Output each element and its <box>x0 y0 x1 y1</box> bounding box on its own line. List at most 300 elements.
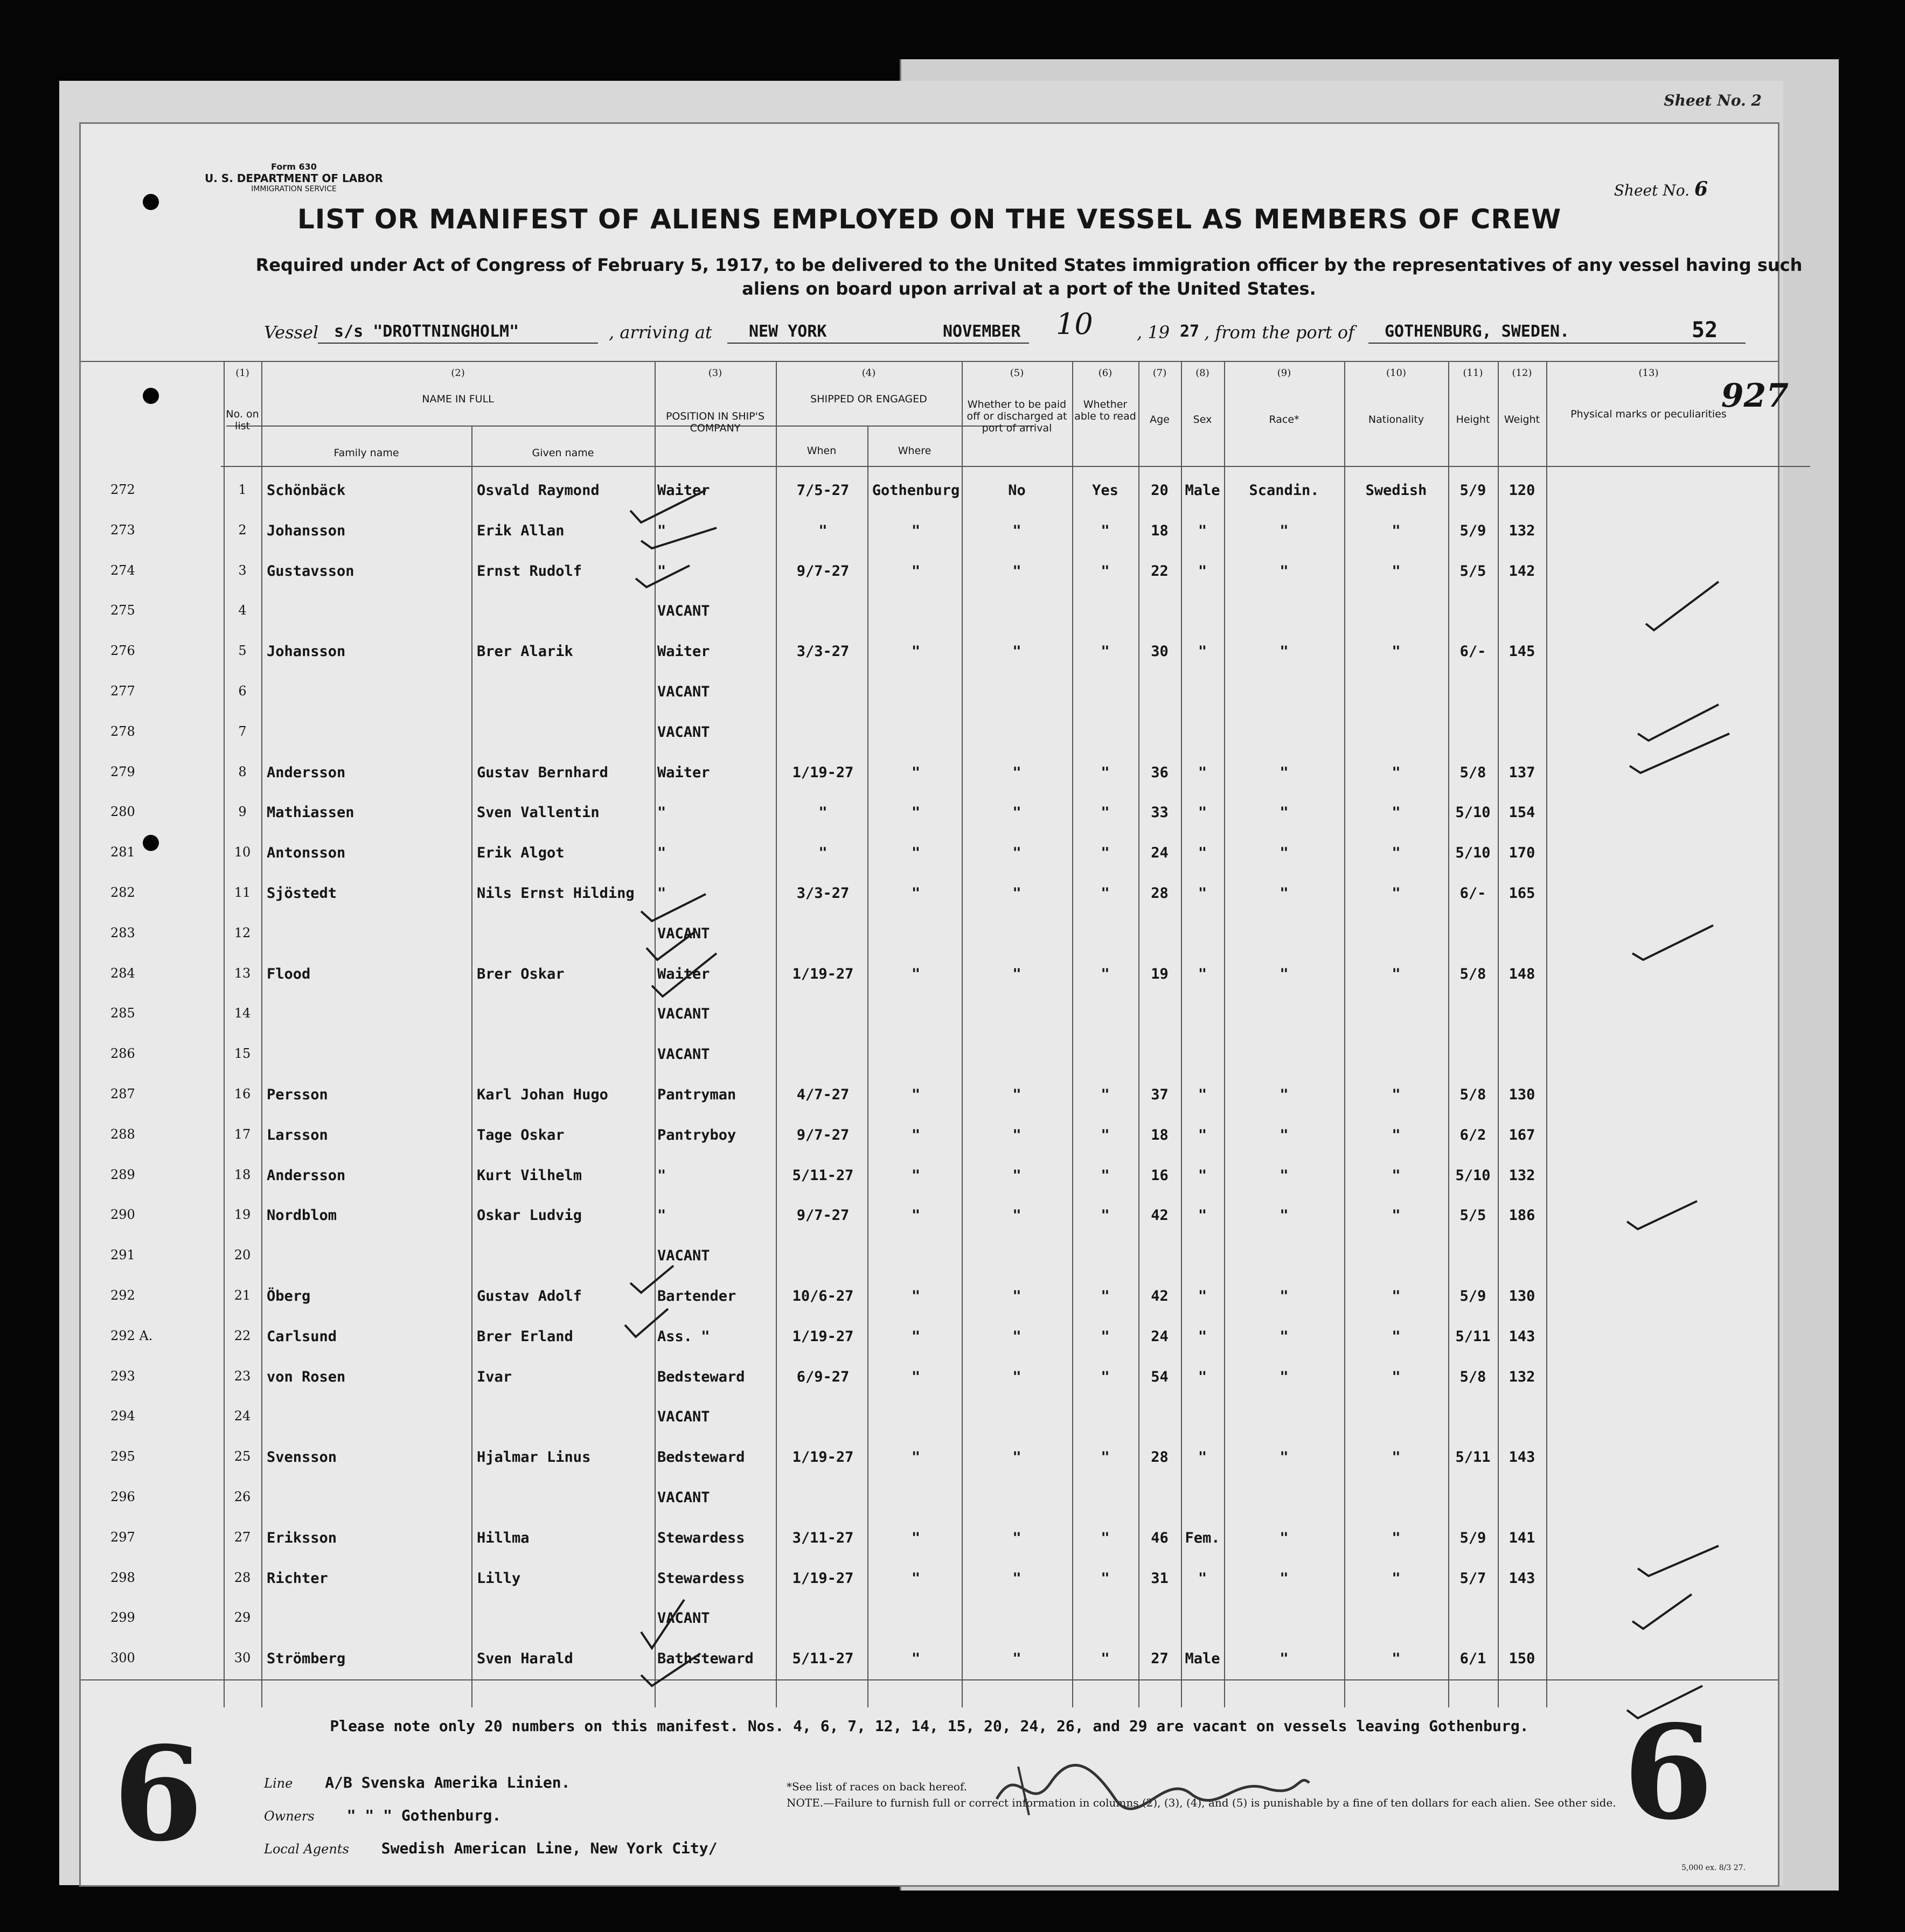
cell-list-no: 28 <box>234 1570 251 1585</box>
cell-shipped-when: 7/5-27 <box>796 482 850 499</box>
cell-position: " <box>657 1167 666 1184</box>
sheet-number <box>1614 178 1708 200</box>
cell-nationality: " <box>1392 764 1401 781</box>
cell-family-name: Antonsson <box>267 845 346 862</box>
cell-given-name: Brer Alarik <box>477 643 573 660</box>
cell-position: VACANT <box>657 1046 710 1063</box>
cell-nationality: " <box>1392 1126 1401 1143</box>
cell-shipped-where: " <box>911 1570 921 1587</box>
sheet-number-label: Sheet No. <box>1614 182 1690 199</box>
cell-race: " <box>1280 1207 1289 1224</box>
cell-race: " <box>1280 965 1289 982</box>
cell-shipped-where: " <box>911 1650 921 1668</box>
cell-shipped-when: " <box>818 845 828 862</box>
cell-race: " <box>1280 1086 1289 1103</box>
cell-given-name: Brer Erland <box>477 1328 573 1345</box>
cell-able-to-read: " <box>1101 804 1110 821</box>
cell-race: " <box>1280 522 1289 539</box>
manifest-table <box>81 361 1778 1707</box>
outer-sheet-label: Sheet No. 2 <box>1664 92 1762 109</box>
cell-list-ref: 300 <box>110 1650 135 1666</box>
cell-able-to-read: " <box>1101 1086 1110 1103</box>
cell-shipped-where: " <box>911 965 921 982</box>
cell-weight: 145 <box>1508 643 1535 660</box>
cell-weight: 132 <box>1508 1368 1535 1385</box>
cell-position: Bartender <box>657 1288 736 1305</box>
col-header-sex: Sex <box>1193 414 1212 426</box>
cell-family-name: Johansson <box>267 643 346 660</box>
cell-list-no: 29 <box>234 1610 251 1626</box>
cell-race: " <box>1280 1449 1289 1466</box>
cell-age: 36 <box>1151 764 1169 781</box>
cell-list-no: 7 <box>238 723 247 739</box>
cell-family-name: Strömberg <box>267 1650 346 1668</box>
cell-nationality: " <box>1392 1167 1401 1184</box>
col-header-physical-marks: Physical marks or peculiarities <box>1570 408 1727 420</box>
cell-able-to-read: " <box>1101 522 1110 539</box>
cell-race: " <box>1280 1126 1289 1143</box>
cell-nationality: " <box>1392 1570 1401 1587</box>
cell-shipped-where: " <box>911 1207 921 1224</box>
print-info: 5,000 ex. 8/3 27. <box>1681 1864 1746 1872</box>
cell-age: 42 <box>1151 1288 1169 1305</box>
cell-given-name: Brer Oskar <box>477 965 565 982</box>
col-number: (8) <box>1195 367 1209 379</box>
sheet-stamp-right: 6 <box>1623 1697 1713 1849</box>
cell-family-name: Gustavsson <box>267 562 354 580</box>
cell-family-name: Persson <box>267 1086 328 1103</box>
cell-list-ref: 276 <box>110 643 135 659</box>
page-title: LIST OR MANIFEST OF ALIENS EMPLOYED ON THE VESSEL AS MEMBERS OF CREW <box>297 204 1562 235</box>
cell-list-ref: 284 <box>110 965 135 981</box>
cell-position: VACANT <box>657 1408 710 1426</box>
arriving-value: NEW YORK <box>749 322 827 341</box>
cell-age: 27 <box>1151 1650 1169 1668</box>
cell-position: Waiter <box>657 482 710 499</box>
cell-position: Bathsteward <box>657 1650 754 1668</box>
cell-shipped-where: " <box>911 562 921 580</box>
col-header-name: NAME IN FULL <box>422 393 494 405</box>
cell-list-ref: 283 <box>110 925 135 940</box>
signature <box>986 1750 1320 1826</box>
cell-race: Scandin. <box>1249 482 1319 499</box>
checkmark <box>1632 1594 1692 1629</box>
cell-shipped-where: " <box>911 1086 921 1103</box>
checkmark <box>641 1654 700 1686</box>
cell-list-ref: 295 <box>110 1449 135 1464</box>
cell-position: Waiter <box>657 965 710 982</box>
cell-able-to-read: " <box>1101 1328 1110 1345</box>
cell-list-no: 1 <box>238 482 247 497</box>
cell-age: 30 <box>1151 643 1169 660</box>
cell-list-no: 14 <box>234 1006 251 1021</box>
vacancy-note: Please note only 20 numbers on this manifest. Nos. 4, 6, 7, 12, 14, 15, 20, 24, 26, and 29 are vacant on vessels leaving Gothenburg. <box>330 1717 1529 1735</box>
cell-race: " <box>1280 1288 1289 1305</box>
col-number: (4) <box>861 367 876 379</box>
cell-given-name: Sven Vallentin <box>477 804 600 821</box>
col-header-list-no: No. on list <box>226 408 259 432</box>
cell-age: 16 <box>1151 1167 1169 1184</box>
cell-height: 5/11 <box>1455 1449 1491 1466</box>
cell-height: 5/5 <box>1459 1207 1486 1224</box>
cell-list-ref: 286 <box>110 1046 135 1062</box>
cell-weight: 130 <box>1508 1086 1535 1103</box>
cell-race: " <box>1280 885 1289 902</box>
cell-weight: 167 <box>1508 1126 1535 1143</box>
cell-race: " <box>1280 562 1289 580</box>
cell-position: " <box>657 1207 666 1224</box>
cell-height: 5/8 <box>1459 1368 1486 1385</box>
cell-list-no: 19 <box>234 1207 251 1223</box>
checkmarks-layer <box>81 361 1778 1707</box>
cell-shipped-when: 1/19-27 <box>792 1570 854 1587</box>
cell-shipped-where: Gothenburg <box>872 482 960 499</box>
cell-given-name: Hjalmar Linus <box>477 1449 591 1466</box>
cell-sex: Fem. <box>1185 1529 1220 1546</box>
cell-list-no: 3 <box>238 562 247 578</box>
cell-shipped-where: " <box>911 764 921 781</box>
cell-race: " <box>1280 1167 1289 1184</box>
cell-family-name: Nordblom <box>267 1207 337 1224</box>
cell-height: 5/11 <box>1455 1328 1491 1345</box>
cell-height: 5/10 <box>1455 1167 1491 1184</box>
cell-age: 28 <box>1151 885 1169 902</box>
cell-family-name: Eriksson <box>267 1529 337 1546</box>
checkmark <box>630 490 706 522</box>
race-footnote: *See list of races on back hereof. <box>787 1780 968 1793</box>
cell-list-no: 6 <box>238 683 247 699</box>
col-header-read: Whether able to read <box>1074 399 1136 422</box>
owners-value: " " " Gothenburg. <box>346 1807 502 1824</box>
cell-nationality: " <box>1392 562 1401 580</box>
cell-position: VACANT <box>657 1247 710 1265</box>
vessel-value: s/s "DROTTNINGHOLM" <box>334 322 519 341</box>
cell-paid-off: " <box>1012 1288 1021 1305</box>
cell-list-no: 30 <box>234 1650 251 1666</box>
department-name: U. S. DEPARTMENT OF LABOR <box>205 172 383 185</box>
arriving-label: , arriving at <box>609 322 712 343</box>
checkmark <box>636 566 690 587</box>
cell-able-to-read: " <box>1101 845 1110 862</box>
cell-position: VACANT <box>657 603 710 620</box>
cell-paid-off: " <box>1012 522 1021 539</box>
cell-nationality: " <box>1392 804 1401 821</box>
cell-given-name: Sven Harald <box>477 1650 573 1668</box>
cell-list-ref: 299 <box>110 1610 135 1626</box>
page-subtitle: Required under Act of Congress of February 5, 1917, to be delivered to the United States immigration officer by the representatives of any vessel having such aliens on board upon arrival at a port of the United States. <box>255 255 1803 299</box>
cell-paid-off: " <box>1012 764 1021 781</box>
cell-position: Waiter <box>657 643 710 660</box>
cell-list-ref: 275 <box>110 603 135 618</box>
owners-field <box>264 1800 718 1832</box>
cell-family-name: Johansson <box>267 522 346 539</box>
cell-nationality: " <box>1392 1086 1401 1103</box>
cell-list-no: 20 <box>234 1247 251 1263</box>
col-number: (7) <box>1152 367 1167 379</box>
cell-race: " <box>1280 643 1289 660</box>
cell-paid-off: " <box>1012 1650 1021 1668</box>
cell-list-no: 23 <box>234 1368 251 1384</box>
cell-position: Bedsteward <box>657 1449 745 1466</box>
cell-able-to-read: " <box>1101 1529 1110 1546</box>
cell-shipped-when: 1/19-27 <box>792 1328 854 1345</box>
cell-sex: " <box>1198 1126 1207 1143</box>
agents-field <box>264 1832 718 1865</box>
col-number: (9) <box>1277 367 1291 379</box>
form-number: Form 630 <box>271 162 317 172</box>
cell-paid-off: No <box>1008 482 1026 499</box>
cell-given-name: Gustav Adolf <box>477 1288 582 1305</box>
cell-shipped-when: 3/3-27 <box>796 643 850 660</box>
cell-sex: Male <box>1185 1650 1220 1668</box>
cell-race: " <box>1280 764 1289 781</box>
cell-race: " <box>1280 1570 1289 1587</box>
checkmark <box>641 894 706 921</box>
cell-list-ref: 280 <box>110 804 135 820</box>
cell-list-ref: 292 <box>110 1288 135 1303</box>
cell-sex: " <box>1198 562 1207 580</box>
cell-sex: " <box>1198 522 1207 539</box>
cell-height: 5/5 <box>1459 562 1486 580</box>
cell-family-name: Carlsund <box>267 1328 337 1345</box>
cell-given-name: Kurt Vilhelm <box>477 1167 582 1184</box>
cell-able-to-read: " <box>1101 965 1110 982</box>
cell-weight: 143 <box>1508 1328 1535 1345</box>
cell-position: Pantryboy <box>657 1126 736 1143</box>
cell-able-to-read: " <box>1101 1570 1110 1587</box>
cell-list-no: 9 <box>238 804 247 820</box>
cell-paid-off: " <box>1012 1167 1021 1184</box>
cell-sex: " <box>1198 1368 1207 1385</box>
cell-paid-off: " <box>1012 845 1021 862</box>
col-header-race: Race* <box>1269 414 1299 426</box>
checkmark <box>1646 582 1719 630</box>
cell-sex: " <box>1198 764 1207 781</box>
cell-shipped-where: " <box>911 885 921 902</box>
cell-age: 54 <box>1151 1368 1169 1385</box>
cell-nationality: " <box>1392 1449 1401 1466</box>
cell-nationality: " <box>1392 965 1401 982</box>
cell-list-no: 4 <box>238 603 247 618</box>
cell-able-to-read: " <box>1101 1167 1110 1184</box>
checkmark <box>1627 1201 1697 1229</box>
cell-given-name: Gustav Bernhard <box>477 764 608 781</box>
cell-list-no: 13 <box>234 965 251 981</box>
cell-paid-off: " <box>1012 965 1021 982</box>
cell-position: VACANT <box>657 1006 710 1023</box>
cell-position: Pantryman <box>657 1086 736 1103</box>
cell-height: 5/9 <box>1459 522 1486 539</box>
cell-weight: 150 <box>1508 1650 1535 1668</box>
cell-nationality: " <box>1392 885 1401 902</box>
cell-nationality: " <box>1392 1650 1401 1668</box>
cell-paid-off: " <box>1012 1449 1021 1466</box>
cell-height: 5/10 <box>1455 804 1491 821</box>
cell-position: " <box>657 885 666 902</box>
cell-list-ref: 285 <box>110 1006 135 1021</box>
line-field <box>264 1767 718 1800</box>
service-name: IMMIGRATION SERVICE <box>251 185 337 193</box>
cell-able-to-read: " <box>1101 885 1110 902</box>
form-identifier <box>205 162 383 193</box>
col-number: (1) <box>235 367 249 379</box>
cell-shipped-where: " <box>911 522 921 539</box>
cell-weight: 148 <box>1508 965 1535 982</box>
cell-sex: " <box>1198 1328 1207 1345</box>
cell-height: 5/9 <box>1459 1529 1486 1546</box>
cell-list-no: 8 <box>238 764 247 779</box>
col-number: (13) <box>1638 367 1659 379</box>
cell-position: Bedsteward <box>657 1368 745 1385</box>
cell-list-ref: 273 <box>110 522 135 538</box>
cell-sex: " <box>1198 643 1207 660</box>
checkmark <box>652 953 717 996</box>
cell-weight: 142 <box>1508 562 1535 580</box>
cell-list-ref: 289 <box>110 1167 135 1182</box>
cell-list-ref: 292 A. <box>110 1328 153 1343</box>
cell-list-ref: 282 <box>110 885 135 900</box>
col-header-paid-off: Whether to be paid off or discharged at port of arrival <box>967 399 1067 434</box>
cell-shipped-when: 5/11-27 <box>792 1650 854 1668</box>
cell-nationality: " <box>1392 643 1401 660</box>
cell-nationality: " <box>1392 1328 1401 1345</box>
cell-height: 5/9 <box>1459 482 1486 499</box>
cell-age: 24 <box>1151 1328 1169 1345</box>
col-number: (11) <box>1463 367 1483 379</box>
col-header-shipped: SHIPPED OR ENGAGED <box>810 393 927 405</box>
year-prefix: , 19 <box>1137 322 1170 343</box>
cell-weight: 132 <box>1508 522 1535 539</box>
fine-note: NOTE.—Failure to furnish full or correct information in columns (2), (3), (4), and (5) is punishable by a fine of ten dollars for each alien. See other side. <box>787 1796 1616 1809</box>
cell-family-name: Larsson <box>267 1126 328 1143</box>
col-header-when: When <box>807 445 837 457</box>
cell-family-name: Öberg <box>267 1288 311 1305</box>
cell-height: 5/9 <box>1459 1288 1486 1305</box>
cell-position: " <box>657 562 666 580</box>
cell-list-no: 5 <box>238 643 247 659</box>
cell-position: " <box>657 804 666 821</box>
cell-paid-off: " <box>1012 1207 1021 1224</box>
cell-paid-off: " <box>1012 1126 1021 1143</box>
cell-shipped-where: " <box>911 643 921 660</box>
cell-shipped-when: 3/11-27 <box>792 1529 854 1546</box>
line-label: Line <box>264 1776 293 1791</box>
cell-nationality: " <box>1392 1368 1401 1385</box>
col-header-given-name: Given name <box>532 447 594 459</box>
cell-age: 42 <box>1151 1207 1169 1224</box>
cell-paid-off: " <box>1012 562 1021 580</box>
cell-sex: " <box>1198 804 1207 821</box>
cell-position: VACANT <box>657 1489 710 1506</box>
cell-list-no: 26 <box>234 1489 251 1504</box>
cell-height: 6/- <box>1459 643 1486 660</box>
checkmark <box>646 932 695 960</box>
cell-height: 5/8 <box>1459 764 1486 781</box>
cell-race: " <box>1280 1328 1289 1345</box>
cell-position: VACANT <box>657 1610 710 1627</box>
checkmark <box>1638 705 1719 741</box>
sheet-stamp-left: 6 <box>113 1718 203 1870</box>
checkmark <box>630 1266 673 1293</box>
cell-able-to-read: " <box>1101 764 1110 781</box>
cell-age: 18 <box>1151 522 1169 539</box>
cell-sex: " <box>1198 1086 1207 1103</box>
cell-list-ref: 296 <box>110 1489 135 1504</box>
cell-family-name: Mathiassen <box>267 804 354 821</box>
cell-race: " <box>1280 1368 1289 1385</box>
vessel-label: Vessel <box>264 322 319 343</box>
cell-family-name: Flood <box>267 965 311 982</box>
cell-shipped-when: 1/19-27 <box>792 965 854 982</box>
cell-list-no: 17 <box>234 1126 251 1142</box>
cell-height: 5/7 <box>1459 1570 1486 1587</box>
cell-shipped-where: " <box>911 1167 921 1184</box>
agents-value: Swedish American Line, New York City/ <box>381 1839 718 1857</box>
cell-sex: " <box>1198 885 1207 902</box>
cell-sex: " <box>1198 1288 1207 1305</box>
date-month: NOVEMBER <box>943 322 1021 341</box>
from-port-value: GOTHENBURG, SWEDEN. <box>1385 322 1570 341</box>
cell-able-to-read: " <box>1101 1650 1110 1668</box>
cell-weight: 132 <box>1508 1167 1535 1184</box>
cell-list-no: 22 <box>234 1328 251 1343</box>
cell-given-name: Nils Ernst Hilding <box>477 885 635 902</box>
side-fragment: 927 <box>1721 377 1789 415</box>
cell-paid-off: " <box>1012 1570 1021 1587</box>
cell-able-to-read: " <box>1101 1207 1110 1224</box>
cell-shipped-where: " <box>911 1449 921 1466</box>
checkmark <box>1638 1546 1719 1576</box>
cell-list-ref: 272 <box>110 482 135 497</box>
owners-label: Owners <box>264 1809 315 1824</box>
cell-sex: Male <box>1185 482 1220 499</box>
cell-given-name: Ivar <box>477 1368 512 1385</box>
cell-list-no: 21 <box>234 1288 251 1303</box>
checkmark <box>1632 925 1713 960</box>
cell-list-ref: 279 <box>110 764 135 779</box>
cell-list-no: 25 <box>234 1449 251 1464</box>
cell-shipped-when: 10/6-27 <box>792 1288 854 1305</box>
cell-shipped-where: " <box>911 804 921 821</box>
cell-able-to-read: " <box>1101 562 1110 580</box>
cell-list-ref: 277 <box>110 683 135 699</box>
cell-given-name: Hillma <box>477 1529 530 1546</box>
cell-nationality: " <box>1392 1288 1401 1305</box>
cell-shipped-when: 6/9-27 <box>796 1368 850 1385</box>
cell-able-to-read: " <box>1101 1288 1110 1305</box>
checkmark <box>1630 734 1729 773</box>
cell-shipped-where: " <box>911 1328 921 1345</box>
cell-race: " <box>1280 845 1289 862</box>
cell-list-ref: 274 <box>110 562 135 578</box>
cell-list-ref: 288 <box>110 1126 135 1142</box>
cell-list-ref: 291 <box>110 1247 135 1263</box>
cell-weight: 130 <box>1508 1288 1535 1305</box>
cell-able-to-read: " <box>1101 1368 1110 1385</box>
cell-shipped-when: " <box>818 804 828 821</box>
page-number: 52 <box>1692 318 1718 343</box>
cell-list-ref: 294 <box>110 1408 135 1424</box>
cell-position: Stewardess <box>657 1570 745 1587</box>
cell-height: 6/2 <box>1459 1126 1486 1143</box>
cell-shipped-where: " <box>911 1529 921 1546</box>
cell-paid-off: " <box>1012 804 1021 821</box>
cell-age: 19 <box>1151 965 1169 982</box>
cell-age: 33 <box>1151 804 1169 821</box>
cell-paid-off: " <box>1012 885 1021 902</box>
cell-shipped-when: 9/7-27 <box>796 1126 850 1143</box>
cell-family-name: von Rosen <box>267 1368 346 1385</box>
